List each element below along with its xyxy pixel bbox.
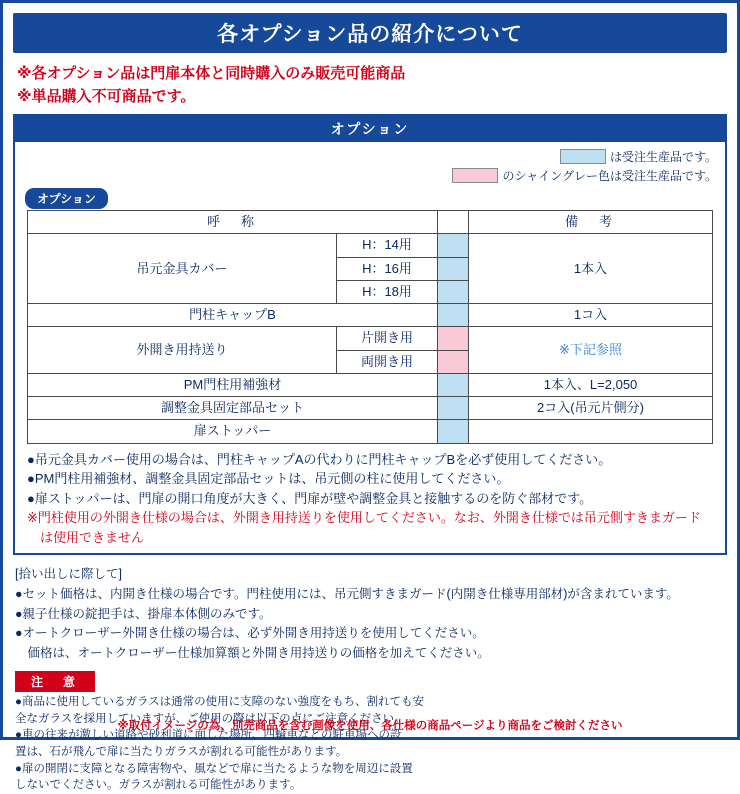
row-name: 外開き用持送り	[28, 327, 337, 374]
legend-swatch-pink	[452, 168, 498, 183]
pickup-line: 価格は、オートクローザー仕様加算額と外開き用持送りの価格を加えてください。	[15, 645, 490, 660]
row-mark	[438, 397, 469, 420]
row-remark: 1本入	[469, 234, 713, 304]
bullet-note: ●吊元金具カバー使用の場合は、門柱キャップAの代わりに門柱キャップBを必ず使用してください。	[27, 451, 612, 467]
caution-line: ●車の往来が激しい道路や砂利道に面した場所、四輪車などの駐車場への設	[15, 729, 402, 742]
row-remark: 1本入、L=2,050	[469, 373, 713, 396]
row-sub: 両開き用	[337, 350, 438, 373]
table-row	[28, 234, 713, 257]
bullet-note-warning: は使用できません	[27, 529, 145, 545]
row-sub: 片開き用	[337, 327, 438, 350]
row-mark	[438, 304, 469, 327]
legend	[15, 142, 725, 188]
pickup-line: ●セット価格は、内開き仕様の場合です。門柱使用には、吊元側すきまガード(内開き仕様専用部材)が含まれています。	[15, 587, 679, 602]
legend-text-pink: のシャイングレー色は受注生産品です。	[502, 169, 717, 183]
pickup-line: ●親子仕様の錠把手は、掛扉本体側のみです。	[15, 606, 272, 621]
row-mark	[438, 257, 469, 280]
caution-line: しないでください。ガラスが割れる可能性があります。	[15, 779, 302, 792]
table-row	[28, 373, 713, 396]
row-name: 吊元金具カバー	[28, 234, 337, 304]
option-table	[27, 210, 713, 444]
option-panel-title: オプション	[15, 116, 725, 142]
legend-row-pink	[23, 167, 717, 184]
table-header-mark	[438, 211, 469, 234]
row-mark	[438, 373, 469, 396]
legend-swatch-blue	[560, 149, 606, 164]
row-name: 調整金具固定部品セット	[28, 397, 438, 420]
row-mark	[438, 327, 469, 350]
bullet-note-warning: ※門柱使用の外開き仕様の場合は、外開き用持送りを使用してください。なお、外開き仕様では吊元側すきまガード	[27, 510, 701, 525]
pickup-line: ●オートクローザー外開き仕様の場合は、必ず外開き用持送りを使用してください。	[15, 626, 485, 641]
row-name: 扉ストッパー	[28, 420, 438, 443]
option-badge-line	[15, 188, 725, 208]
bullet-note: ●扉ストッパーは、門扉の開口角度が大きく、門扉が壁や調整金具と接触するのを防ぐ部材です。	[27, 490, 593, 506]
caution-line: ●商品に使用しているガラスは通常の使用に支障のない強度をもち、割れても安	[15, 695, 425, 708]
red-notes	[17, 63, 723, 108]
bullet-notes	[27, 450, 713, 548]
row-remark: 2コ入(吊元片側分)	[469, 397, 713, 420]
caution-line: ●扉の開閉に支障となる障害物や、風などで扉に当たるような物を周辺に設置	[15, 762, 413, 775]
table-header-name: 呼 称	[28, 211, 438, 234]
red-note-1: ※各オプション品は門扉本体と同時購入のみ販売可能商品	[17, 65, 406, 82]
option-badge: オプション	[25, 188, 108, 209]
row-mark	[438, 350, 469, 373]
pickup-heading: [拾い出しに際して]	[15, 567, 122, 581]
caution-body	[15, 694, 725, 794]
table-row	[28, 420, 713, 443]
table-header-row	[28, 211, 713, 234]
legend-text-blue: は受注生産品です。	[609, 150, 717, 164]
bullet-note: ●PM門柱用補強材、調整金具固定部品セットは、吊元側の柱に使用してください。	[27, 471, 510, 486]
row-remark: 1コ入	[469, 304, 713, 327]
row-remark: ※下記参照	[469, 327, 713, 374]
caution-label: 注 意	[15, 671, 95, 692]
page-header	[13, 13, 727, 53]
table-header-remark: 備 考	[469, 211, 713, 234]
row-name: PM門柱用補強材	[28, 373, 438, 396]
footer-note: ※取付イメージの為、別売商品を含む画像を使用、各仕様の商品ページより商品をご検討ください	[117, 720, 623, 732]
row-sub: H：14用	[337, 234, 438, 257]
table-row	[28, 304, 713, 327]
red-note-2: ※単品購入不可商品です。	[17, 87, 196, 105]
table-row	[28, 327, 713, 350]
table-row	[28, 397, 713, 420]
page-title: 各オプション品の紹介について	[217, 23, 523, 46]
row-name: 門柱キャップB	[28, 304, 438, 327]
row-sub: H：16用	[337, 257, 438, 280]
row-mark	[438, 420, 469, 443]
row-mark	[438, 280, 469, 303]
caution-line: 置は、石が飛んで扉に当たりガラスが割れる可能性があります。	[15, 745, 348, 758]
option-panel	[13, 114, 727, 555]
caution-line: 全なガラスを採用していますが、ご使用の際は以下の点にご注意ください。	[15, 712, 406, 725]
legend-row-blue	[23, 148, 717, 165]
pickup-section	[15, 565, 725, 663]
row-remark	[469, 420, 713, 443]
row-mark	[438, 234, 469, 257]
row-sub: H：18用	[337, 280, 438, 303]
